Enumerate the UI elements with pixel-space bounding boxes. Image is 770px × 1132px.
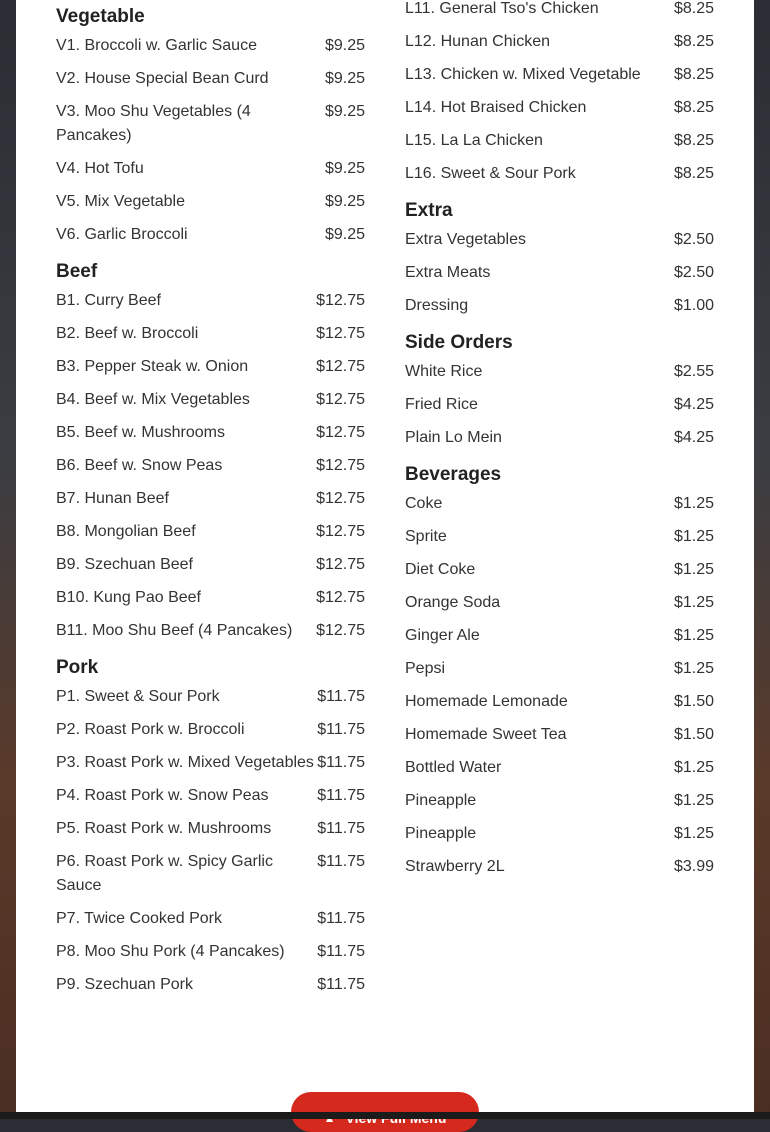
menu-item-price: $1.25 <box>673 660 714 677</box>
menu-item-price: $9.25 <box>324 103 365 120</box>
menu-item[interactable] <box>56 421 365 445</box>
menu-item-name: P3. Roast Pork w. Mixed Vegetables <box>56 754 314 771</box>
menu-item[interactable] <box>56 157 365 181</box>
menu-item-price: $9.25 <box>324 37 365 54</box>
page-bottom-edge <box>0 1112 770 1119</box>
menu-item-name: B9. Szechuan Beef <box>56 556 193 573</box>
menu-item-price: $11.75 <box>317 787 365 804</box>
menu-item-price: $8.25 <box>673 165 714 182</box>
menu-item-name: B6. Beef w. Snow Peas <box>56 457 223 474</box>
menu-item-name: Sprite <box>405 528 447 545</box>
menu-item-name: L13. Chicken w. Mixed Vegetable <box>405 66 641 83</box>
menu-item[interactable] <box>56 322 365 346</box>
menu-item-name: Plain Lo Mein <box>405 429 502 446</box>
menu-item-price: $9.25 <box>324 70 365 87</box>
menu-item-price: $1.50 <box>673 726 714 743</box>
menu-item-name: Pepsi <box>405 660 446 677</box>
menu-item-price: $9.25 <box>324 226 365 243</box>
menu-column-right <box>405 0 714 893</box>
menu-item-name: V2. House Special Bean Curd <box>56 70 269 87</box>
menu-item[interactable] <box>405 822 714 846</box>
menu-column-left <box>56 6 365 1011</box>
menu-item-name: B2. Beef w. Broccoli <box>56 325 199 342</box>
menu-item-name: P4. Roast Pork w. Snow Peas <box>56 787 269 804</box>
menu-item-name: Fried Rice <box>405 396 478 413</box>
menu-item-price: $9.25 <box>324 193 365 210</box>
menu-item-price: $12.75 <box>316 358 365 375</box>
menu-item-price: $1.25 <box>673 528 714 545</box>
menu-item-name: P6. Roast Pork w. Spicy Garlic Sauce <box>56 853 273 894</box>
menu-item[interactable] <box>405 789 714 813</box>
menu-section <box>405 0 714 186</box>
menu-item-price: $12.75 <box>316 391 365 408</box>
menu-item[interactable] <box>56 784 365 808</box>
menu-item-price: $1.00 <box>673 297 714 314</box>
menu-item-name: B1. Curry Beef <box>56 292 161 309</box>
menu-item-name: Homemade Sweet Tea <box>405 726 567 743</box>
menu-item[interactable] <box>56 355 365 379</box>
menu-item-price: $12.75 <box>316 556 365 573</box>
menu-item-name: B4. Beef w. Mix Vegetables <box>56 391 250 408</box>
menu-item-price: $12.75 <box>316 523 365 540</box>
menu-item[interactable] <box>56 520 365 544</box>
menu-item[interactable] <box>56 685 365 709</box>
section-title: Beverages <box>405 464 502 485</box>
menu-item-name: B7. Hunan Beef <box>56 490 169 507</box>
menu-item-price: $12.75 <box>316 589 365 606</box>
menu-item-name: Ginger Ale <box>405 627 480 644</box>
menu-item-name: V5. Mix Vegetable <box>56 193 185 210</box>
menu-item-price: $1.25 <box>673 825 714 842</box>
menu-item[interactable] <box>405 63 714 87</box>
menu-item-name: P8. Moo Shu Pork (4 Pancakes) <box>56 943 285 960</box>
menu-item[interactable] <box>405 657 714 681</box>
menu-item-name: B5. Beef w. Mushrooms <box>56 424 225 441</box>
menu-item-price: $12.75 <box>316 490 365 507</box>
menu-section <box>405 332 714 450</box>
menu-item-price: $1.25 <box>673 759 714 776</box>
menu-item-price: $11.75 <box>317 820 365 837</box>
menu-item[interactable] <box>405 492 714 516</box>
menu-item-price: $2.50 <box>673 231 714 248</box>
menu-item-price: $1.25 <box>673 561 714 578</box>
menu-item[interactable] <box>56 388 365 412</box>
menu-item-price: $8.25 <box>673 0 714 17</box>
menu-item-price: $11.75 <box>317 688 365 705</box>
menu-item-price: $2.50 <box>673 264 714 281</box>
menu-item-name: B8. Mongolian Beef <box>56 523 196 540</box>
section-title: Beef <box>56 261 98 282</box>
menu-item[interactable] <box>405 261 714 285</box>
menu-item-name: Homemade Lemonade <box>405 693 568 710</box>
menu-item[interactable] <box>56 940 365 964</box>
menu-item-price: $1.50 <box>673 693 714 710</box>
menu-item[interactable] <box>56 223 365 247</box>
menu-item-name: Strawberry 2L <box>405 858 505 875</box>
menu-item[interactable] <box>56 100 365 148</box>
menu-item-name: Bottled Water <box>405 759 502 776</box>
menu-item-name: L11. General Tso's Chicken <box>405 0 599 17</box>
menu-item-price: $1.25 <box>673 627 714 644</box>
menu-item-price: $8.25 <box>673 33 714 50</box>
menu-item-name: L15. La La Chicken <box>405 132 543 149</box>
menu-item-price: $12.75 <box>316 424 365 441</box>
menu-item-name: White Rice <box>405 363 483 380</box>
menu-item-price: $1.25 <box>673 594 714 611</box>
menu-item[interactable] <box>56 553 365 577</box>
menu-item[interactable] <box>405 129 714 153</box>
menu-section <box>56 6 365 247</box>
menu-item-name: Orange Soda <box>405 594 501 611</box>
menu-item-price: $11.75 <box>317 976 365 993</box>
menu-item[interactable] <box>405 96 714 120</box>
menu-item[interactable] <box>56 190 365 214</box>
menu-item-name: P9. Szechuan Pork <box>56 976 193 993</box>
menu-item[interactable] <box>405 558 714 582</box>
menu-item[interactable] <box>56 619 365 643</box>
menu-section <box>56 261 365 643</box>
menu-section <box>56 657 365 997</box>
menu-section <box>405 200 714 318</box>
menu-item-price: $2.55 <box>673 363 714 380</box>
menu-item-name: V6. Garlic Broccoli <box>56 226 188 243</box>
menu-item[interactable] <box>405 525 714 549</box>
menu-item-name: Coke <box>405 495 443 512</box>
menu-item-name: B10. Kung Pao Beef <box>56 589 201 606</box>
menu-item[interactable] <box>56 586 365 610</box>
menu-item[interactable] <box>405 591 714 615</box>
menu-item-name: P1. Sweet & Sour Pork <box>56 688 220 705</box>
menu-panel <box>16 0 754 1112</box>
menu-item-name: V1. Broccoli w. Garlic Sauce <box>56 37 257 54</box>
menu-item-price: $11.75 <box>317 853 365 870</box>
menu-item-price: $11.75 <box>317 910 365 927</box>
menu-item[interactable] <box>405 162 714 186</box>
section-title: Extra <box>405 200 453 221</box>
menu-item-price: $4.25 <box>673 429 714 446</box>
section-title: Side Orders <box>405 332 513 353</box>
menu-item[interactable] <box>56 817 365 841</box>
menu-item-name: P7. Twice Cooked Pork <box>56 910 223 927</box>
menu-item-name: L16. Sweet & Sour Pork <box>405 165 576 182</box>
menu-item-price: $9.25 <box>324 160 365 177</box>
menu-item[interactable] <box>405 690 714 714</box>
menu-item-name: Extra Vegetables <box>405 231 526 248</box>
menu-item-price: $4.25 <box>673 396 714 413</box>
menu-item-name: Pineapple <box>405 825 477 842</box>
menu-item[interactable] <box>405 624 714 648</box>
menu-item[interactable] <box>405 723 714 747</box>
menu-item-price: $11.75 <box>317 721 365 738</box>
menu-item[interactable] <box>56 67 365 91</box>
menu-item-name: B11. Moo Shu Beef (4 Pancakes) <box>56 622 293 639</box>
menu-item-price: $1.25 <box>673 792 714 809</box>
menu-item-price: $8.25 <box>673 99 714 116</box>
menu-item-price: $8.25 <box>673 66 714 83</box>
menu-item-name: Pineapple <box>405 792 477 809</box>
menu-item[interactable] <box>56 487 365 511</box>
menu-item[interactable] <box>405 0 714 21</box>
menu-item[interactable] <box>56 907 365 931</box>
menu-section <box>405 464 714 879</box>
menu-item[interactable] <box>405 855 714 879</box>
menu-item-name: V3. Moo Shu Vegetables (4 Pancakes) <box>56 103 251 144</box>
menu-item-name: Extra Meats <box>405 264 491 281</box>
menu-item-price: $8.25 <box>673 132 714 149</box>
menu-item-name: V4. Hot Tofu <box>56 160 144 177</box>
menu-item-price: $12.75 <box>316 457 365 474</box>
menu-item-price: $11.75 <box>317 943 365 960</box>
menu-item-name: P2. Roast Pork w. Broccoli <box>56 721 245 738</box>
menu-item-price: $1.25 <box>673 495 714 512</box>
menu-item-price: $3.99 <box>673 858 714 875</box>
menu-item[interactable] <box>56 718 365 742</box>
menu-item[interactable] <box>405 228 714 252</box>
menu-item-name: P5. Roast Pork w. Mushrooms <box>56 820 272 837</box>
menu-item-name: L12. Hunan Chicken <box>405 33 550 50</box>
menu-item-price: $12.75 <box>316 292 365 309</box>
menu-item[interactable] <box>405 360 714 384</box>
menu-item[interactable] <box>405 756 714 780</box>
menu-item-price: $12.75 <box>316 325 365 342</box>
menu-item-name: B3. Pepper Steak w. Onion <box>56 358 249 375</box>
menu-item[interactable] <box>56 973 365 997</box>
menu-item[interactable] <box>56 289 365 313</box>
menu-item[interactable] <box>405 30 714 54</box>
section-title: Pork <box>56 657 99 678</box>
menu-item[interactable] <box>405 294 714 318</box>
menu-item[interactable] <box>56 850 365 898</box>
menu-item-name: Dressing <box>405 297 469 314</box>
menu-item[interactable] <box>405 393 714 417</box>
menu-item-price: $11.75 <box>317 754 365 771</box>
menu-item[interactable] <box>405 426 714 450</box>
menu-item-name: L14. Hot Braised Chicken <box>405 99 587 116</box>
menu-item[interactable] <box>56 34 365 58</box>
section-title: Vegetable <box>56 6 145 27</box>
menu-item-name: Diet Coke <box>405 561 476 578</box>
menu-item-price: $12.75 <box>316 622 365 639</box>
menu-item[interactable] <box>56 751 365 775</box>
menu-item[interactable] <box>56 454 365 478</box>
